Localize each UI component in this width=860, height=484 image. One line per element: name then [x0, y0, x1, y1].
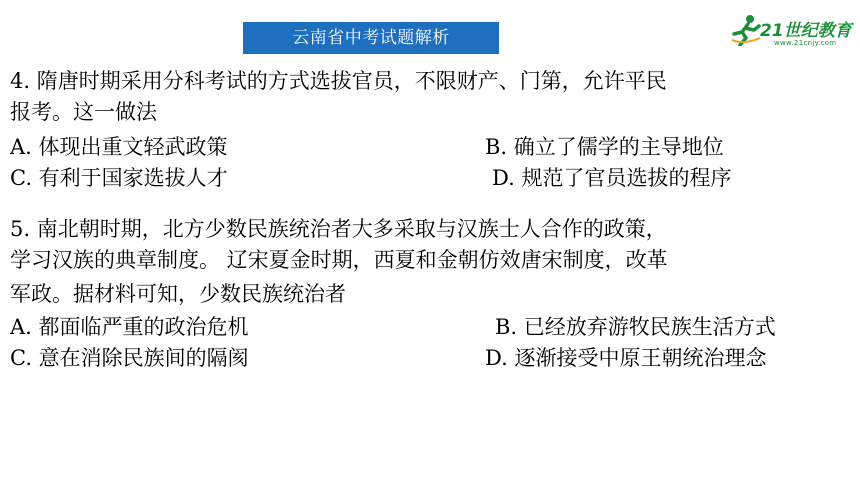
q5-stem-line-2: 学习汉族的典章制度。 辽宋夏金时期，西夏和金朝仿效唐宋制度，改革 [10, 248, 668, 272]
q4-stem-line-2: 报考。这一做法 [10, 100, 157, 124]
q5-option-a: A. 都面临严重的政治危机 [10, 315, 249, 339]
brand-url: www.21cnjy.com [774, 39, 837, 47]
q5-stem-line-1: 5. 南北朝时期，北方少数民族统治者大多采取与汉族士人合作的政策， [10, 217, 667, 241]
q4-option-c: C. 有利于国家选拔人才 [10, 166, 228, 190]
runner-icon [730, 14, 764, 46]
q4-option-a: A. 体现出重文轻武政策 [10, 135, 228, 159]
q4-option-b: B. 确立了儒学的主导地位 [485, 135, 724, 159]
q4-stem-line-1: 4. 隋唐时期采用分科考试的方式选拔官员，不限财产、门第，允许平民 [10, 69, 667, 93]
brand-logo [730, 14, 855, 48]
section-banner: 云南省中考试题解析 [243, 22, 499, 54]
brand-name: 21世纪教育 [760, 21, 852, 41]
q5-option-c: C. 意在消除民族间的隔阂 [10, 346, 249, 370]
q4-option-d: D. 规范了官员选拔的程序 [492, 166, 732, 190]
q5-option-d: D. 逐渐接受中原王朝统治理念 [485, 346, 767, 370]
q5-option-b: B. 已经放弃游牧民族生活方式 [495, 315, 776, 339]
q5-stem-line-3: 军政。据材料可知，少数民族统治者 [10, 282, 346, 306]
